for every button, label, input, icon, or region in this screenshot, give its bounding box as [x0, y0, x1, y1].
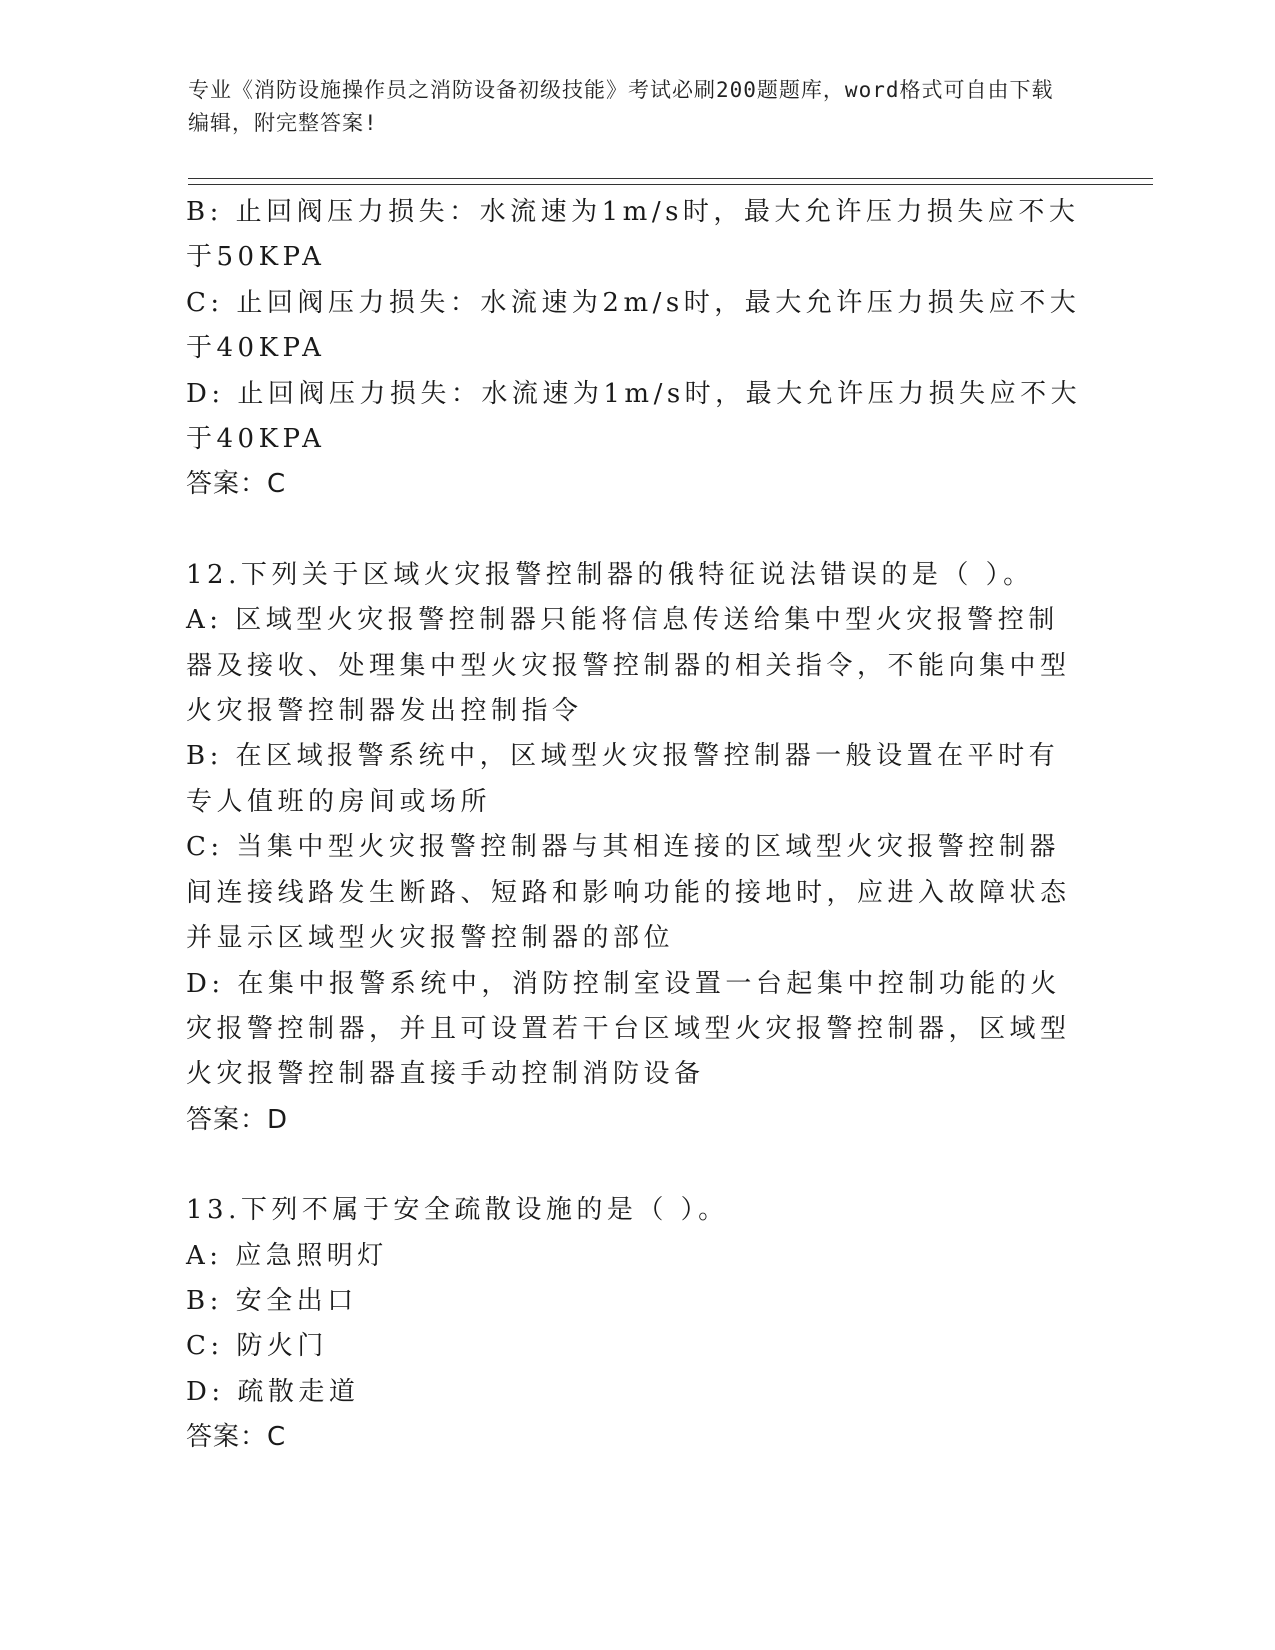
option-d: D: 止回阀压力损失：水流速为1m/s时，最大允许压力损失应不大于40KPA	[186, 378, 1082, 455]
header-double-rule	[188, 178, 1153, 185]
answer-line: 答案：C	[186, 469, 287, 500]
option-a: A: 区域型火灾报警控制器只能将信息传送给集中型火灾报警控制器及接收、处理集中型火灾报警控制器的相关指令，不能向集中型火灾报警控制器发出控制指令	[186, 605, 1071, 727]
document-body	[186, 190, 1086, 1461]
option-b: B: 在区域报警系统中，区域型火灾报警控制器一般设置在平时有专人值班的房间或场所	[186, 741, 1060, 817]
question-stem: 13.下列不属于安全疏散设施的是（ ）。	[186, 1195, 729, 1226]
previous-question-continuation	[186, 190, 1086, 508]
option-d: D: 疏散走道	[186, 1376, 360, 1407]
option-c: C: 当集中型火灾报警控制器与其相连接的区域型火灾报警控制器间连接线路发生断路、短路和影响功能的接地时，应进入故障状态并显示区域型火灾报警控制器的部位	[186, 832, 1071, 954]
option-b: B: 止回阀压力损失：水流速为1m/s时，最大允许压力损失应不大于50KPA	[186, 197, 1080, 273]
question-12	[186, 553, 1086, 1143]
spacer	[186, 1143, 1086, 1188]
spacer	[186, 508, 1086, 553]
question-stem: 12.下列关于区域火灾报警控制器的俄特征说法错误的是（ ）。	[186, 559, 1034, 590]
option-c: C: 止回阀压力损失：水流速为2m/s时，最大允许压力损失应不大于40KPA	[186, 287, 1081, 364]
option-b: B: 安全出口	[186, 1285, 358, 1316]
option-a: A: 应急照明灯	[186, 1240, 388, 1271]
answer-line: 答案：C	[186, 1422, 287, 1453]
option-c: C: 防火门	[186, 1331, 328, 1362]
page-header: 专业《消防设施操作员之消防设备初级技能》考试必刷200题题库，word格式可自由下载编辑，附完整答案!	[188, 78, 1054, 135]
question-13	[186, 1188, 1086, 1460]
answer-line: 答案：D	[186, 1104, 289, 1135]
option-d: D: 在集中报警系统中，消防控制室设置一台起集中控制功能的火灾报警控制器，并且可设置若干台区域型火灾报警控制器，区域型火灾报警控制器直接手动控制消防设备	[186, 968, 1071, 1090]
